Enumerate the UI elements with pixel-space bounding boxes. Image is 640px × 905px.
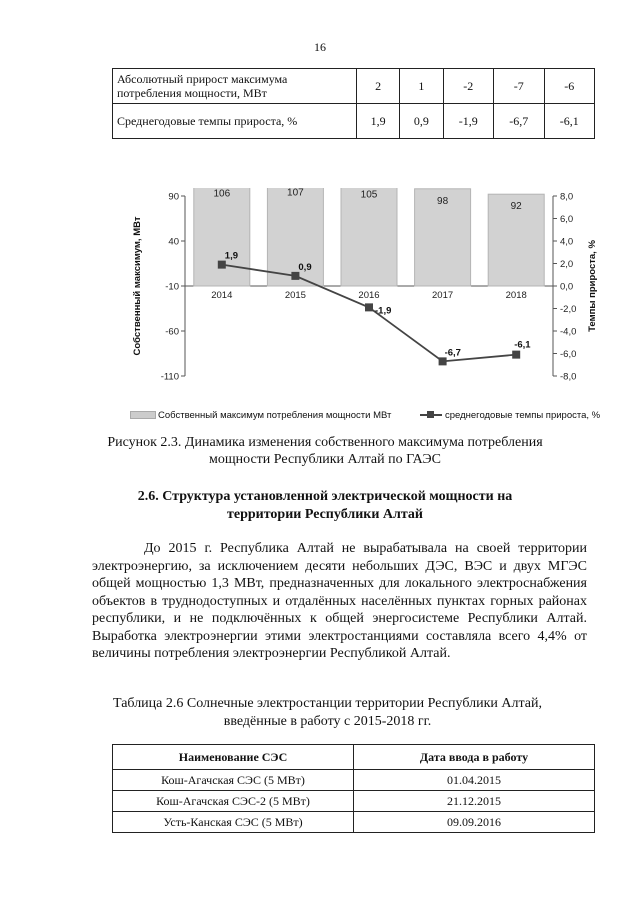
right-axis-title: Темпы прироста, % [587, 240, 598, 332]
table-cell: 01.04.2015 [354, 770, 595, 791]
table-cell: Кош-Агачская СЭС (5 МВт) [113, 770, 354, 791]
bar [267, 188, 323, 286]
power-chart [125, 188, 605, 393]
growth-table [112, 68, 595, 139]
table-cell: 0,9 [400, 104, 443, 139]
legend-bar-swatch [130, 411, 156, 419]
row-label: Абсолютный прирост максимума потребления мощности, МВт [113, 69, 357, 104]
table-cell: 2 [357, 69, 400, 104]
legend-line-swatch [420, 414, 442, 416]
table-row [113, 791, 595, 812]
right-tick-label: -6,0 [560, 349, 577, 360]
right-tick-label: 0,0 [560, 281, 574, 293]
category-label: 2015 [284, 290, 306, 301]
growth-point [291, 272, 299, 280]
left-tick-label: 90 [168, 191, 179, 203]
ses-table [112, 744, 595, 833]
bar-label: 98 [437, 195, 449, 207]
right-tick-label: 8,0 [560, 191, 574, 203]
left-tick-label: -110 [160, 371, 179, 383]
table-row [113, 104, 595, 139]
left-tick-label: -10 [165, 281, 179, 293]
right-tick-label: -8,0 [560, 371, 577, 383]
table-cell: 09.09.2016 [354, 812, 595, 833]
table-cell: -1,9 [443, 104, 493, 139]
table-cell: 1 [400, 69, 443, 104]
growth-point [439, 357, 447, 365]
body-paragraph: До 2015 г. Республика Алтай не вырабатывала на своей территории электроэнергию, за исключением десяти небольших ДЭС, ВЭС и двух МГЭС общей мощностью 1,3 МВт, предназначенных для локального электроснабжения объектов в труднодоступных и отдалённых населённых пунктах горных районах республики, и не подключённых к общей энергосистеме Республики Алтай. Выработка электроэнергии этими электростанциями составляла всего 4,4% от величины потребления электроэнергии Республикой Алтай. [92, 541, 587, 661]
growth-point [512, 351, 520, 359]
table-cell: 1,9 [357, 104, 400, 139]
growth-point [365, 303, 373, 311]
table-cell: Кош-Агачская СЭС-2 (5 МВт) [113, 791, 354, 812]
table-header-row [113, 745, 595, 770]
left-axis-title: Собственный максимум, МВт [132, 216, 143, 356]
legend-line-label: среднегодовые темпы прироста, % [445, 410, 601, 421]
growth-point-label: -6,7 [444, 347, 461, 359]
bar [194, 188, 250, 286]
row-label: Среднегодовые темпы прироста, % [113, 104, 357, 139]
right-tick-label: 6,0 [560, 214, 574, 225]
section-heading: 2.6. Структура установленной электрической мощности на территории Республики Алтай [137, 489, 513, 522]
category-label: 2018 [505, 290, 527, 301]
growth-point [218, 261, 226, 269]
legend-bar-label: Собственный максимум потребления мощности МВт [158, 410, 392, 421]
bar-label: 106 [213, 188, 231, 200]
figure-caption: Рисунок 2.3. Динамика изменения собственного максимума потребления мощности Республики Алтай по ГАЭС [107, 435, 543, 467]
table-cell: -6 [544, 69, 595, 104]
growth-point-label: 0,9 [298, 261, 312, 273]
left-tick-label: -60 [165, 326, 179, 338]
right-tick-label: -4,0 [560, 326, 577, 338]
bar-label: 92 [510, 201, 522, 213]
bar-label: 107 [287, 188, 304, 199]
table-row [113, 69, 595, 104]
right-tick-label: 2,0 [560, 259, 574, 270]
table-cell: 21.12.2015 [354, 791, 595, 812]
category-label: 2014 [211, 290, 233, 301]
category-label: 2016 [358, 290, 380, 301]
growth-point-label: -6,1 [514, 339, 531, 351]
right-tick-label: 4,0 [560, 236, 574, 248]
bar-label: 105 [360, 189, 378, 201]
right-tick-label: -2,0 [560, 304, 577, 315]
column-header: Дата ввода в работу [354, 745, 595, 770]
left-tick-label: 40 [168, 236, 179, 248]
table-caption: Таблица 2.6 Солнечные электростанции территории Республики Алтай, введённые в работу с 2015-2018 гг. [113, 696, 542, 729]
column-header: Наименование СЭС [113, 745, 354, 770]
table-cell: Усть-Канская СЭС (5 МВт) [113, 812, 354, 833]
growth-point-label: 1,9 [224, 250, 239, 262]
bar [341, 188, 397, 286]
table-cell: -7 [494, 69, 544, 104]
table-row [113, 770, 595, 791]
table-row [113, 812, 595, 833]
chart-legend [130, 410, 600, 421]
page-number: 16 [314, 40, 326, 54]
table-cell: -6,1 [544, 104, 595, 139]
table-cell: -6,7 [494, 104, 544, 139]
chart-svg [125, 188, 605, 393]
category-label: 2017 [432, 290, 454, 301]
table-cell: -2 [443, 69, 493, 104]
growth-point-label: -1,9 [375, 305, 392, 317]
